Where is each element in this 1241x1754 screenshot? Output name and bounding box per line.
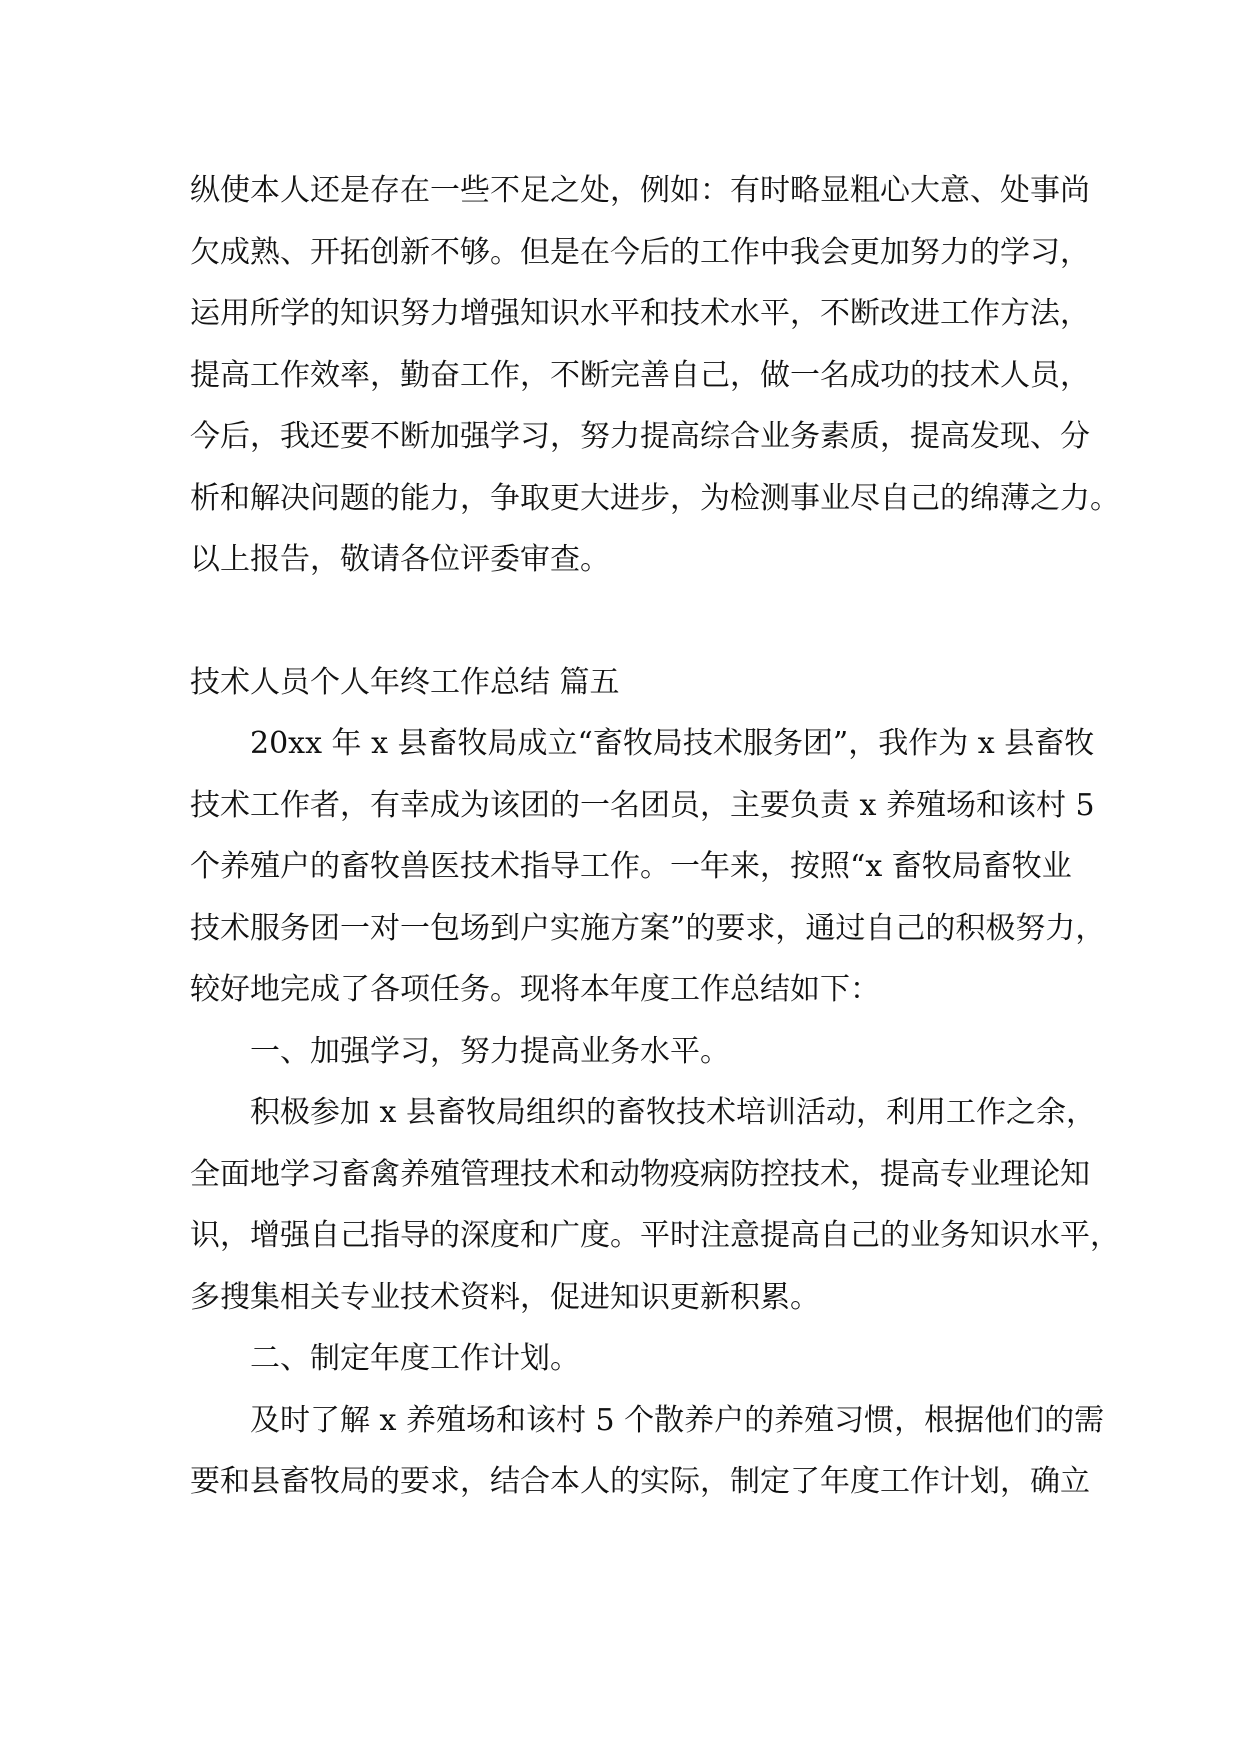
intro-paragraph [190,160,1120,591]
section-title [190,652,1060,714]
paragraph-two [190,1082,1120,1328]
text-line: 技术服务团一对一包场到户实施方案”的要求，通过自己的积极努力， [190,910,1106,946]
text-line: 要和县畜牧局的要求，结合本人的实际，制定了年度工作计划，确立 [190,1464,1090,1499]
subheading-text: 二、制定年度工作计划。 [250,1341,580,1376]
paragraph-three [190,1390,1105,1513]
document-body [190,160,1120,1513]
text-line: 较好地完成了各项任务。现将本年度工作总结如下： [190,972,880,1007]
section-title-text: 技术人员个人年终工作总结 篇五 [190,664,620,700]
text-line: 全面地学习畜禽养殖管理技术和动物疫病防控技术，提高专业理论知 [190,1156,1090,1192]
text-line: 以上报告，敬请各位评委审查。 [190,542,610,577]
text-line: 多搜集相关专业技术资料，促进知识更新积累。 [190,1279,820,1315]
subheading-text: 一、加强学习，努力提高业务水平。 [250,1033,730,1069]
paragraph-one [190,713,1106,1021]
text-line: 今后，我还要不断加强学习，努力提高综合业务素质，提高发现、分 [190,419,1090,454]
text-line: 运用所学的知识努力增强知识水平和技术水平，不断改进工作方法， [190,296,1090,331]
text-line: 欠成熟、开拓创新不够。但是在今后的工作中我会更加努力的学习， [190,234,1090,270]
text-line: 识，增强自己指导的深度和广度。平时注意提高自己的业务知识水平， [190,1218,1120,1253]
text-line: 个养殖户的畜牧兽医技术指导工作。一年来，按照“x 畜牧局畜牧业 [190,849,1072,884]
text-line: 及时了解 x 养殖场和该村 5 个散养户的养殖习惯，根据他们的需 [250,1402,1105,1438]
text-line: 20xx 年 x 县畜牧局成立“畜牧局技术服务团”，我作为 x 县畜牧 [250,726,1095,761]
text-line: 纵使本人还是存在一些不足之处，例如：有时略显粗心大意、处事尚 [190,173,1090,208]
text-line: 积极参加 x 县畜牧局组织的畜牧技术培训活动，利用工作之余， [250,1095,1096,1130]
heading-one [190,1021,1060,1083]
text-line: 技术工作者，有幸成为该团的一名团员，主要负责 x 养殖场和该村 5 [190,787,1095,823]
text-line: 析和解决问题的能力，争取更大进步，为检测事业尽自己的绵薄之力。 [190,480,1120,516]
text-line: 提高工作效率，勤奋工作，不断完善自己，做一名成功的技术人员， [190,357,1090,393]
heading-two [190,1328,1060,1390]
